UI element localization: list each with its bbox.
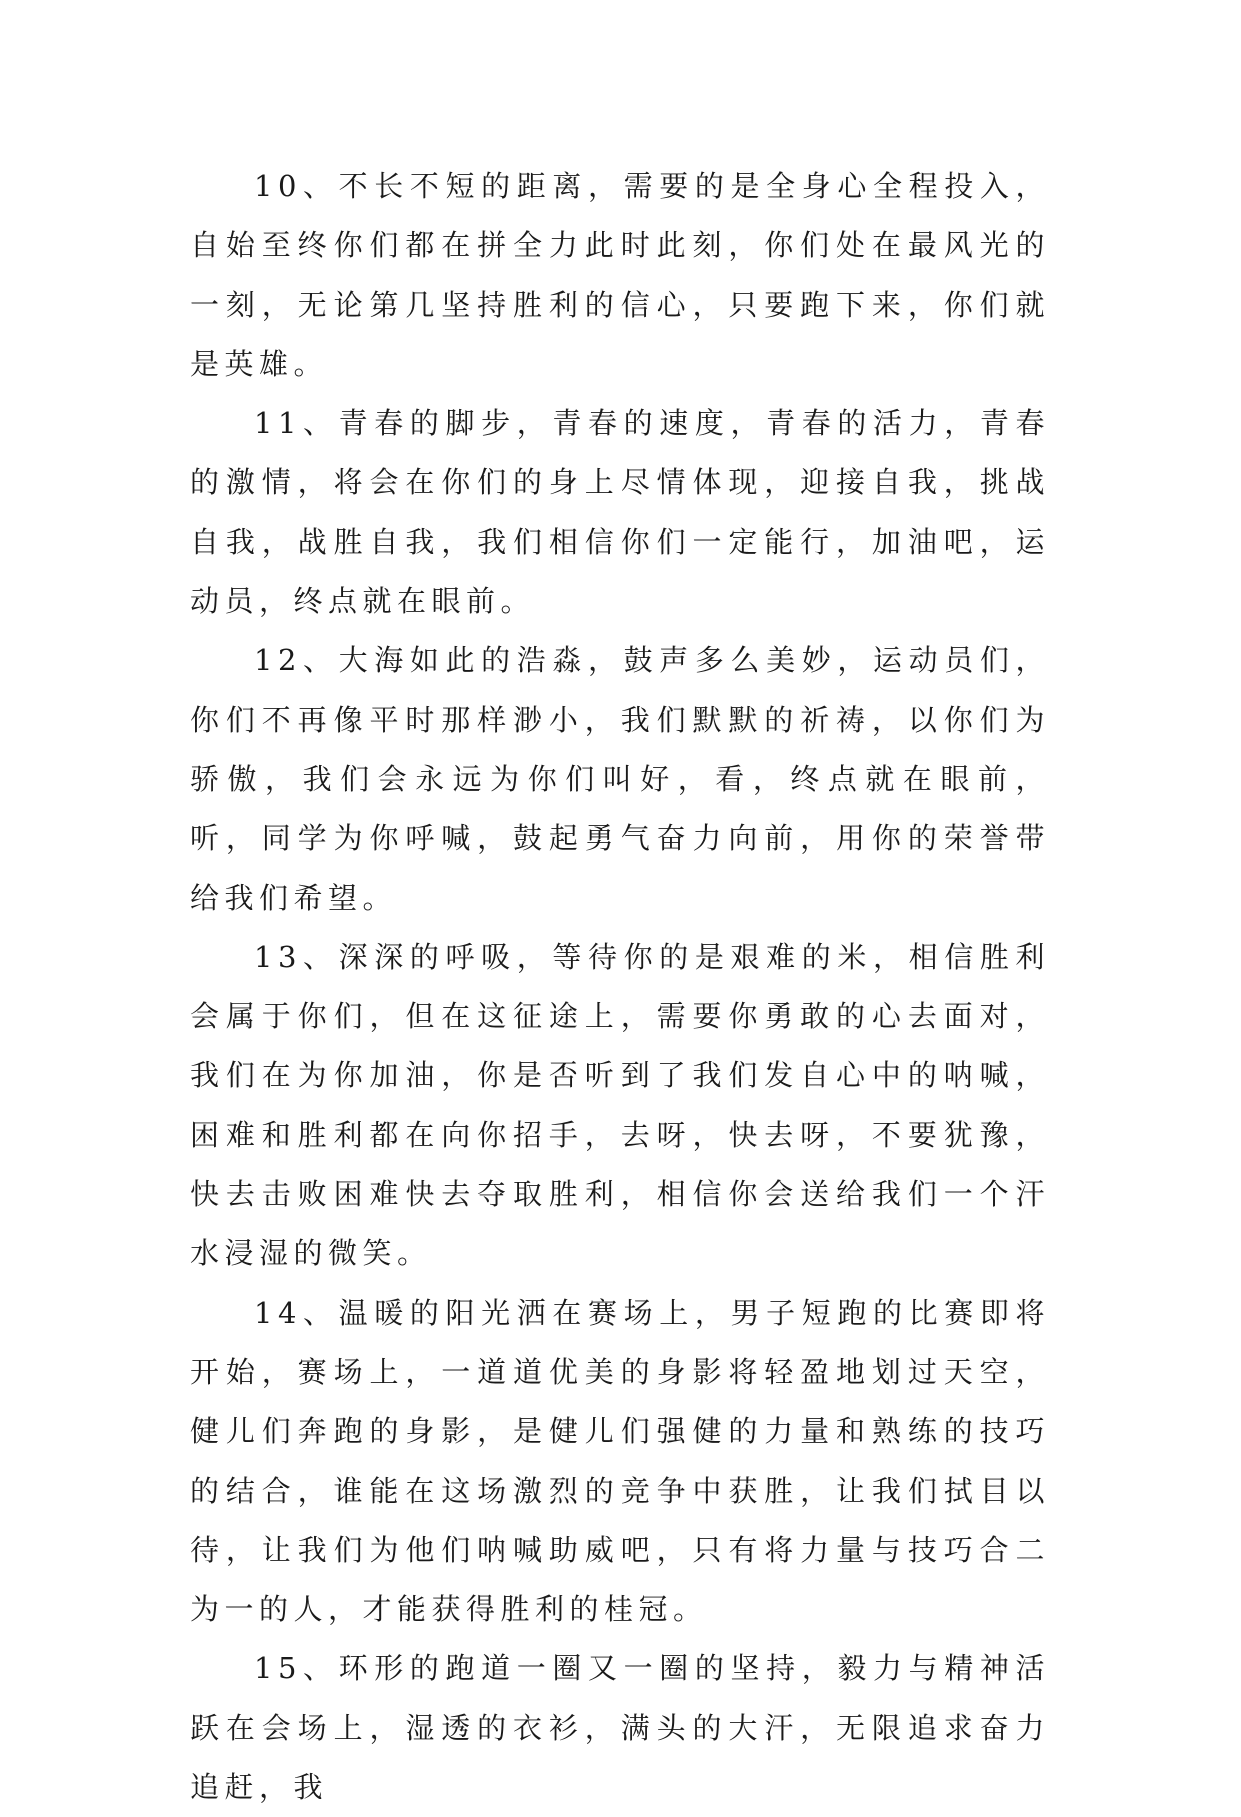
paragraph-12: 12、大海如此的浩淼，鼓声多么美妙，运动员们，你们不再像平时那样渺小，我们默默的祈祷，以你们为骄傲，我们会永远为你们叫好，看，终点就在眼前，听，同学为你呼喊，鼓起勇气奋力向前，用你的荣誉带给我们希望。 — [190, 643, 1050, 915]
paragraph-15: 15、环形的跑道一圈又一圈的坚持，毅力与精神活跃在会场上，湿透的衣衫，满头的大汗，无限追求奋力追赶，我 — [190, 1651, 1050, 1805]
paragraph-13: 13、深深的呼吸，等待你的是艰难的米，相信胜利会属于你们，但在这征途上，需要你勇敢的心去面对，我们在为你加油，你是否听到了我们发自心中的呐喊，困难和胜利都在向你招手，去呀，快去呀，不要犹豫，快去击败困难快去夺取胜利，相信你会送给我们一个汗水浸湿的微笑。 — [190, 939, 1050, 1271]
document-body — [190, 157, 1050, 1817]
paragraph-10: 10、不长不短的距离，需要的是全身心全程投入，自始至终你们都在拼全力此时此刻，你们处在最风光的一刻，无论第几坚持胜利的信心，只要跑下来，你们就是英雄。 — [190, 169, 1050, 381]
paragraph-11: 11、青春的脚步，青春的速度，青春的活力，青春的激情，将会在你们的身上尽情体现，迎接自我，挑战自我，战胜自我，我们相信你们一定能行，加油吧，运动员，终点就在眼前。 — [190, 406, 1050, 619]
paragraph-14: 14、温暖的阳光洒在赛场上，男子短跑的比赛即将开始，赛场上，一道道优美的身影将轻盈地划过天空，健儿们奔跑的身影，是健儿们强健的力量和熟练的技巧的结合，谁能在这场激烈的竞争中获胜，让我们拭目以待，让我们为他们呐喊助威吧，只有将力量与技巧合二为一的人，才能获得胜利的桂冠。 — [190, 1295, 1050, 1627]
